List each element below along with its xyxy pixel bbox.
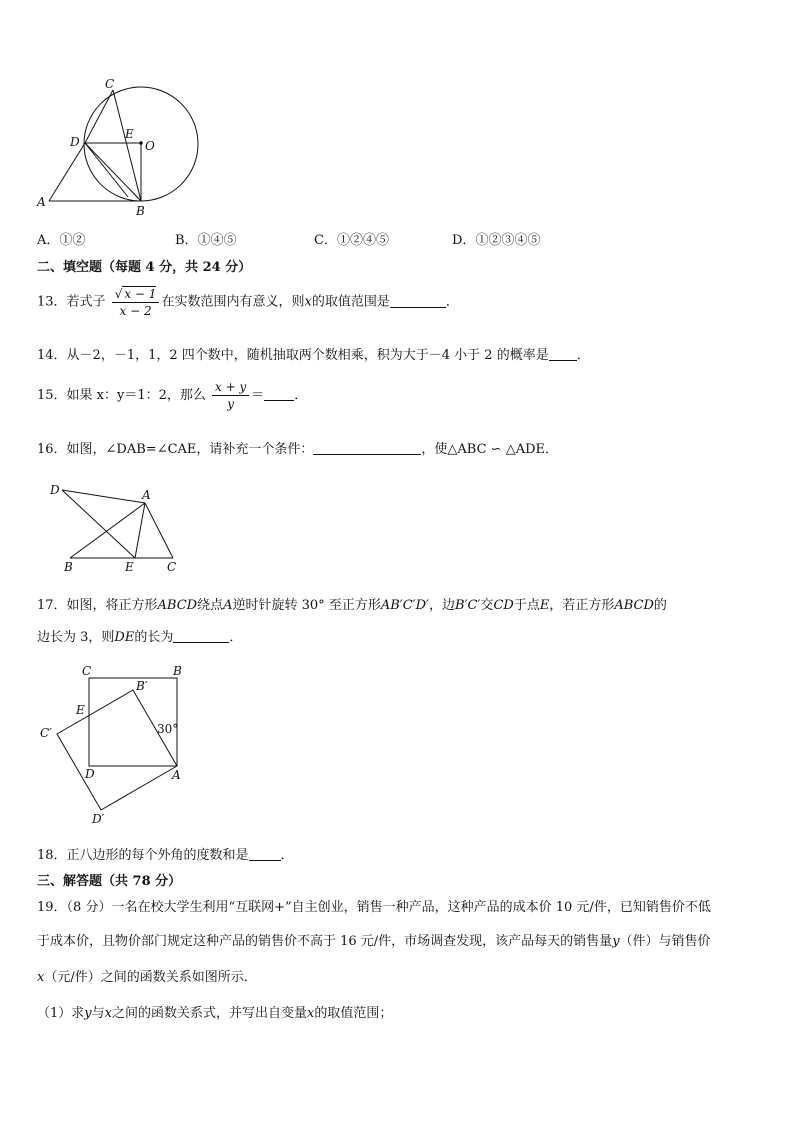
label-d: D — [85, 767, 95, 781]
label-b: B — [64, 560, 73, 574]
segment-dc — [85, 90, 113, 143]
label-b: B — [173, 664, 182, 678]
question-17-line-1: 17．如图，将正方形ABCD绕点A逆时针旋转 30° 至正方形AB′C′D′，边B′C′交CD于点E，若正方形ABCD的 — [37, 598, 667, 613]
section-3-title: 三、解答题（共 78 分） — [37, 874, 182, 889]
segment-ab — [70, 503, 145, 558]
label-cp: C′ — [40, 726, 52, 740]
q16-answer-blank[interactable] — [313, 442, 421, 455]
option-a: A．①② — [37, 233, 86, 248]
square-abcpdp — [57, 690, 177, 810]
label-a: A — [37, 195, 46, 209]
segment-cb — [113, 90, 141, 201]
q17-answer-blank[interactable] — [173, 630, 229, 643]
question-19-sub-1: （1）求y与x之间的函数关系式，并写出自变量x的取值范围； — [37, 1006, 393, 1021]
q12-figure — [35, 78, 205, 218]
label-d: D — [50, 483, 60, 497]
section-2-title: 二、填空题（每题 4 分，共 24 分） — [37, 260, 252, 275]
question-16: 16．如图，∠DAB=∠CAE，请补充一个条件： ，使△ABC ∽ △ADE． — [37, 442, 559, 457]
label-c: C — [167, 560, 177, 574]
label-bp: B′ — [136, 679, 148, 693]
label-d: D — [70, 135, 80, 149]
label-a: A — [142, 488, 151, 502]
q17-figure — [35, 660, 205, 830]
label-dp: D′ — [92, 812, 105, 826]
label-b: B — [136, 204, 145, 218]
segment-ae — [135, 503, 145, 558]
question-18: 18．正八边形的每个外角的度数和是 ． — [37, 848, 294, 863]
question-14: 14．从－2，－1，1，2 四个数中，随机抽取两个数相乘，积为大于－4 小于 2 的概率是 ． — [37, 348, 590, 363]
question-19-line-2: 于成本价，且物价部门规定这种产品的销售价不高于 16 元/件，市场调查发现，该产品每天的销售量y（件）与销售价 — [37, 934, 711, 949]
q13-answer-blank[interactable] — [390, 295, 446, 308]
option-b: B．①④⑤ — [175, 233, 237, 248]
label-e: E — [125, 560, 134, 574]
segment-db — [85, 143, 141, 201]
option-d: D．①②③④⑤ — [452, 233, 541, 248]
label-c: C — [82, 664, 92, 678]
q18-answer-blank[interactable] — [249, 848, 281, 861]
question-13: 13．若式子 $\frac{√ x - 1}{x - 2}$ 在实数范围内有意义，则x的取值范围是 ． — [37, 287, 459, 318]
question-17-line-2: 边长为 3，则DE的长为 ． — [37, 630, 243, 645]
question-19-line-1: 19．（8 分）一名在校大学生利用“互联网+”自主创业，销售一种产品，这种产品的成本价 10 元/件，已知销售价不低 — [37, 900, 711, 915]
q15-fraction: $\frac{x + y}{y}$ — [212, 380, 249, 411]
segment-ad — [49, 143, 85, 201]
label-e: E — [76, 703, 85, 717]
label-c: C — [105, 78, 115, 91]
option-c: C．①②④⑤ — [314, 233, 389, 248]
question-19-line-3: x（元/件）之间的函数关系如图所示． — [37, 970, 257, 985]
segment-ac — [145, 503, 173, 558]
label-angle-30: 30° — [157, 722, 179, 736]
label-e: E — [125, 127, 134, 141]
q13-fraction: $\frac{√ x - 1}{x - 2}$ — [112, 286, 160, 318]
question-15: 15．如果 x：y＝1：2，那么 $\frac{x + y}{y}$ ＝ ． — [37, 380, 308, 411]
q15-answer-blank[interactable] — [264, 388, 294, 401]
label-o: O — [145, 139, 155, 153]
point-o — [139, 141, 143, 145]
q16-figure — [45, 480, 195, 575]
q14-answer-blank[interactable] — [549, 348, 577, 361]
label-a: A — [172, 768, 181, 782]
